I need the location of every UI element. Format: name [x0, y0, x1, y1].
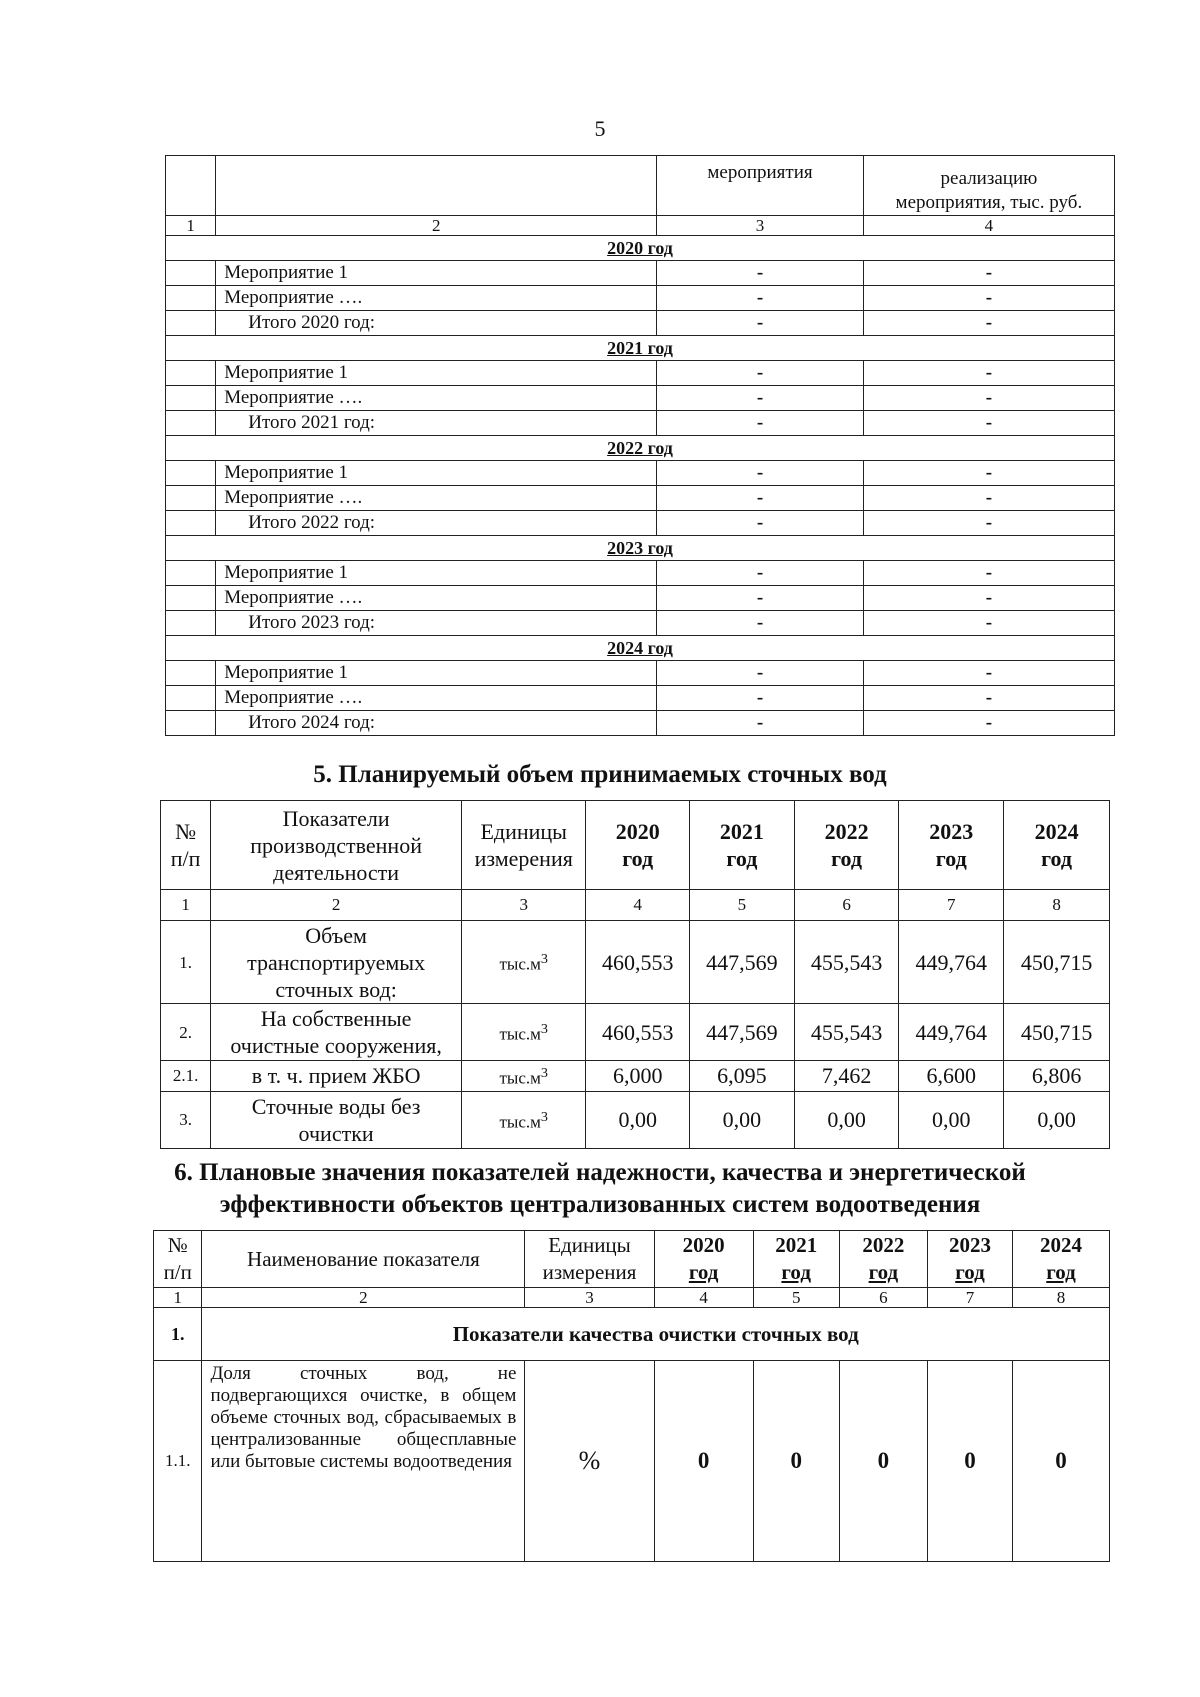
value-cell: 0,00 [690, 1091, 795, 1148]
event-value: - [657, 461, 864, 486]
row-number-cell [166, 561, 216, 586]
header-events: мероприятия [657, 156, 864, 216]
year-row [166, 436, 1115, 461]
section-5-title: 5. Планируемый объем принимаемых сточных вод [313, 761, 887, 788]
row-number-cell [166, 386, 216, 411]
event-value: - [657, 486, 864, 511]
header-name: Наименование показателя [202, 1231, 525, 1288]
wastewater-volume-body [161, 921, 1110, 1149]
indicator-value-2022: 0 [839, 1361, 927, 1562]
cost-value: - [863, 486, 1114, 511]
table-row [161, 1061, 1110, 1092]
indicator-value-2021: 0 [753, 1361, 839, 1562]
total-row [166, 411, 1115, 436]
event-value: - [657, 261, 864, 286]
row-number-cell [166, 361, 216, 386]
column-numbers-row: 1 2 3 4 5 6 7 8 [154, 1288, 1110, 1308]
value-cell: 460,553 [586, 1004, 690, 1061]
event-label: Мероприятие …. [216, 586, 657, 611]
column-numbers-row: 1 2 3 4 [166, 216, 1115, 236]
event-value: - [657, 661, 864, 686]
cost-value: - [863, 561, 1114, 586]
value-cell: 7,462 [794, 1061, 899, 1092]
value-cell: 6,095 [690, 1061, 795, 1092]
cost-value: - [863, 686, 1114, 711]
row-number: 3. [161, 1091, 211, 1148]
cost-value: - [863, 286, 1114, 311]
value-cell: 6,806 [1004, 1061, 1110, 1092]
event-value: - [657, 586, 864, 611]
value-cell: 449,764 [899, 921, 1004, 1004]
header-units: Единицы измерения [525, 1231, 654, 1288]
event-label: Мероприятие …. [216, 686, 657, 711]
header-year-2024: 2024 год [1013, 1231, 1110, 1288]
event-row [166, 261, 1115, 286]
event-value: - [657, 511, 864, 536]
year-row [166, 536, 1115, 561]
unit-cell: $тыс.м^3$ [462, 1091, 586, 1148]
row-number: 2.1. [161, 1061, 211, 1092]
indicator-value-2020: 0 [654, 1361, 753, 1562]
event-value: - [657, 311, 864, 336]
value-cell: 449,764 [899, 1004, 1004, 1061]
event-value: - [657, 561, 864, 586]
event-row [166, 686, 1115, 711]
header-number: № п/п [161, 801, 211, 890]
cost-value: - [863, 411, 1114, 436]
table-row [161, 1004, 1110, 1061]
row-number-cell [166, 611, 216, 636]
row-number-cell [166, 511, 216, 536]
indicator-name: Сточные воды без очистки [211, 1091, 462, 1148]
indicator-name: Доля сточных вод, не подвергающихся очистке, в общем объеме сточных вод, сбрасываемых в централизованные общесплавные или бытовые системы водоотведения [202, 1361, 525, 1562]
total-row [166, 711, 1115, 736]
wastewater-volume-table [160, 800, 1110, 1149]
event-value: - [657, 611, 864, 636]
event-row [166, 386, 1115, 411]
unit-cell: $тыс.м^3$ [462, 1004, 586, 1061]
event-row [166, 461, 1115, 486]
row-number-cell [166, 311, 216, 336]
event-value: - [657, 411, 864, 436]
events-body [166, 236, 1115, 736]
total-row [166, 511, 1115, 536]
row-number-cell [166, 711, 216, 736]
year-title: 2024 год [166, 636, 1115, 661]
total-label: Итого 2020 год: [216, 311, 657, 336]
value-cell: 450,715 [1004, 921, 1110, 1004]
year-row [166, 236, 1115, 261]
event-value: - [657, 286, 864, 311]
unit-cell: $тыс.м^3$ [462, 1061, 586, 1092]
row-number-cell [166, 586, 216, 611]
event-label: Мероприятие …. [216, 386, 657, 411]
indicator-unit: % [525, 1361, 654, 1562]
value-cell: 455,543 [794, 1004, 899, 1061]
year-title: 2023 год [166, 536, 1115, 561]
row-number: 2. [161, 1004, 211, 1061]
event-label: Мероприятие …. [216, 486, 657, 511]
header-year-2021: 2021 год [753, 1231, 839, 1288]
year-row [166, 336, 1115, 361]
total-label: Итого 2024 год: [216, 711, 657, 736]
group-row [154, 1308, 1110, 1361]
unit-cell: $тыс.м^3$ [462, 921, 586, 1004]
header-year-2020: 2020 год [586, 801, 690, 890]
row-number-cell [166, 686, 216, 711]
total-label: Итого 2023 год: [216, 611, 657, 636]
year-row [166, 636, 1115, 661]
value-cell: 0,00 [794, 1091, 899, 1148]
header-year-2022: 2022 год [794, 801, 899, 890]
event-label: Мероприятие …. [216, 286, 657, 311]
header-indicators: Показатели производственной деятельности [211, 801, 462, 890]
indicator-value-2023: 0 [928, 1361, 1013, 1562]
table-header-row [166, 156, 1115, 216]
page-number: 5 [594, 116, 606, 141]
event-row [166, 486, 1115, 511]
row-number-cell [166, 461, 216, 486]
event-row [166, 586, 1115, 611]
event-label: Мероприятие 1 [216, 661, 657, 686]
column-numbers-row: 1 2 3 4 5 6 7 8 [161, 890, 1110, 921]
event-label: Мероприятие 1 [216, 461, 657, 486]
year-title: 2021 год [166, 336, 1115, 361]
event-label: Мероприятие 1 [216, 561, 657, 586]
indicators-table [153, 1230, 1110, 1562]
value-cell: 0,00 [899, 1091, 1004, 1148]
year-title: 2020 год [166, 236, 1115, 261]
cost-value: - [863, 511, 1114, 536]
header-year-2023: 2023 год [899, 801, 1004, 890]
table-row [161, 1091, 1110, 1148]
row-number: 1. [161, 921, 211, 1004]
event-value: - [657, 711, 864, 736]
header-year-2020: 2020 год [654, 1231, 753, 1288]
event-value: - [657, 361, 864, 386]
indicator-name: На собственные очистные сооружения, [211, 1004, 462, 1061]
indicator-value-2024: 0 [1013, 1361, 1110, 1562]
year-title: 2022 год [166, 436, 1115, 461]
total-label: Итого 2021 год: [216, 411, 657, 436]
cost-value: - [863, 311, 1114, 336]
group-title: Показатели качества очистки сточных вод [202, 1308, 1110, 1361]
table-header-row [154, 1231, 1110, 1288]
value-cell: 450,715 [1004, 1004, 1110, 1061]
total-row [166, 611, 1115, 636]
row-number-cell [166, 486, 216, 511]
event-value: - [657, 686, 864, 711]
header-cost: реализацию мероприятия, тыс. руб. [863, 156, 1114, 216]
group-number: 1. [154, 1308, 202, 1361]
event-row [166, 561, 1115, 586]
cost-value: - [863, 661, 1114, 686]
event-label: Мероприятие 1 [216, 261, 657, 286]
event-row [166, 361, 1115, 386]
cost-value: - [863, 261, 1114, 286]
total-row [166, 311, 1115, 336]
indicator-name: Объем транспортируемых сточных вод: [211, 921, 462, 1004]
cost-value: - [863, 711, 1114, 736]
value-cell: 6,600 [899, 1061, 1004, 1092]
value-cell: 460,553 [586, 921, 690, 1004]
row-number-cell [166, 661, 216, 686]
total-label: Итого 2022 год: [216, 511, 657, 536]
cost-value: - [863, 386, 1114, 411]
events-table [165, 155, 1115, 736]
cost-value: - [863, 361, 1114, 386]
event-label: Мероприятие 1 [216, 361, 657, 386]
cost-value: - [863, 586, 1114, 611]
header-year-2022: 2022 год [839, 1231, 927, 1288]
cost-value: - [863, 611, 1114, 636]
value-cell: 0,00 [586, 1091, 690, 1148]
value-cell: 447,569 [690, 1004, 795, 1061]
event-row [166, 286, 1115, 311]
row-number-cell [166, 411, 216, 436]
header-units: Единицы измерения [462, 801, 586, 890]
header-year-2023: 2023 год [928, 1231, 1013, 1288]
value-cell: 6,000 [586, 1061, 690, 1092]
event-value: - [657, 386, 864, 411]
section-6-title: 6. Плановые значения показателей надежности, качества и энергетической эффективности объектов централизованных систем водоотведения [174, 1159, 1026, 1218]
cost-value: - [863, 461, 1114, 486]
value-cell: 455,543 [794, 921, 899, 1004]
event-row [166, 661, 1115, 686]
indicator-number: 1.1. [154, 1361, 202, 1562]
header-year-2021: 2021 год [690, 801, 795, 890]
row-number-cell [166, 286, 216, 311]
row-number-cell [166, 261, 216, 286]
indicator-row [154, 1361, 1110, 1562]
value-cell: 447,569 [690, 921, 795, 1004]
table-row [161, 921, 1110, 1004]
table-header-row [161, 801, 1110, 890]
value-cell: 0,00 [1004, 1091, 1110, 1148]
header-year-2024: 2024 год [1004, 801, 1110, 890]
header-number: № п/п [154, 1231, 202, 1288]
indicator-name: в т. ч. прием ЖБО [211, 1061, 462, 1092]
